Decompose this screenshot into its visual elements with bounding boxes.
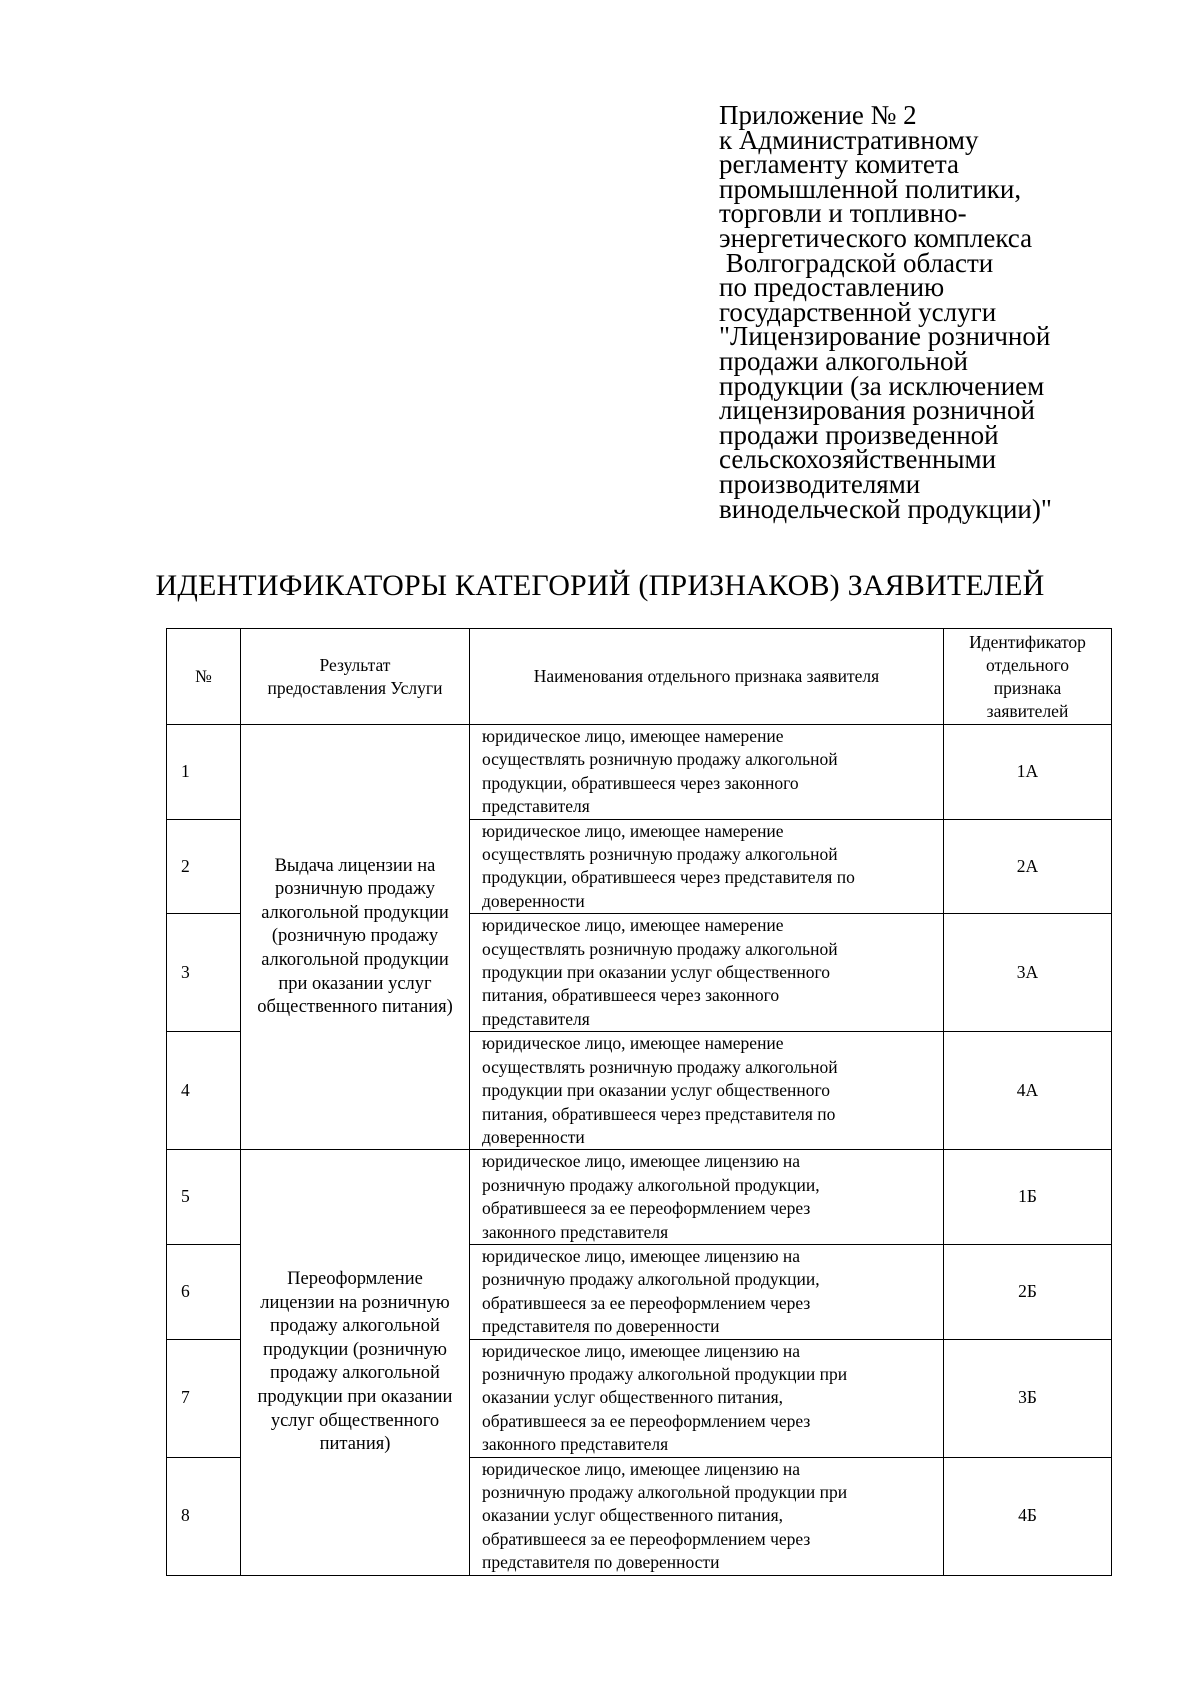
- row-number: 1: [167, 725, 241, 820]
- appendix-line: по предоставлению: [719, 272, 945, 303]
- attribute-name-cell: юридическое лицо, имеющее лицензию на розничную продажу алкогольной продукции, обратившееся за ее переоформлением через законного представителя: [470, 1150, 944, 1245]
- appendix-line: Волгоградской области: [719, 247, 994, 278]
- row-number: 5: [167, 1150, 241, 1245]
- attribute-name-cell: юридическое лицо, имеющее намерение осуществлять розничную продажу алкогольной продукции при оказании услуг общественного питания, обратившееся через законного представителя: [470, 914, 944, 1032]
- appendix-line: продажи алкогольной: [719, 345, 968, 376]
- attribute-name-cell: юридическое лицо, имеющее намерение осуществлять розничную продажу алкогольной продукции, обратившееся через представителя по доверенности: [470, 819, 944, 914]
- appendix-line: государственной услуги: [719, 296, 997, 327]
- applicant-identifiers-table: [166, 628, 1112, 1576]
- appendix-line: продажи произведенной: [719, 419, 999, 450]
- document-title: ИДЕНТИФИКАТОРЫ КАТЕГОРИЙ (ПРИЗНАКОВ) ЗАЯВИТЕЛЕЙ: [155, 569, 1045, 602]
- identifier-cell: 1Б: [944, 1150, 1112, 1245]
- identifier-cell: 4Б: [944, 1457, 1112, 1575]
- table-row: [167, 1150, 1112, 1245]
- identifier-cell: 1А: [944, 725, 1112, 820]
- header-applicant-identifier: Идентификатор отдельного признака заявителей: [944, 629, 1112, 725]
- identifier-cell: 4А: [944, 1032, 1112, 1150]
- identifier-cell: 2А: [944, 819, 1112, 914]
- identifier-cell: 3А: [944, 914, 1112, 1032]
- header-applicant-attribute-name: Наименования отдельного признака заявителя: [470, 629, 944, 725]
- service-result-cell: Переоформление лицензии на розничную продажу алкогольной продукции (розничную продажу алкогольной продукции при оказании услуг общественного питания): [241, 1150, 470, 1575]
- table-header-row: [167, 629, 1112, 725]
- appendix-line: промышленной политики,: [719, 173, 1022, 204]
- identifier-cell: 3Б: [944, 1339, 1112, 1457]
- appendix-line: Приложение № 2: [719, 100, 917, 130]
- header-service-result: Результат предоставления Услуги: [241, 629, 470, 725]
- attribute-name-cell: юридическое лицо, имеющее намерение осуществлять розничную продажу алкогольной продукции при оказании услуг общественного питания, обратившееся через представителя по доверенности: [470, 1032, 944, 1150]
- appendix-line: торговли и топливно-: [719, 198, 967, 229]
- header-number: №: [167, 629, 241, 725]
- identifier-cell: 2Б: [944, 1244, 1112, 1339]
- applicant-identifiers-table-wrapper: [166, 628, 1112, 1576]
- appendix-line: сельскохозяйственными: [719, 444, 997, 475]
- appendix-line: продукции (за исключением: [719, 370, 1045, 401]
- attribute-name-cell: юридическое лицо, имеющее намерение осуществлять розничную продажу алкогольной продукции, обратившееся через законного представителя: [470, 725, 944, 820]
- appendix-line: производителями: [719, 468, 921, 499]
- appendix-line: винодельческой продукции)": [719, 493, 1052, 524]
- attribute-name-cell: юридическое лицо, имеющее лицензию на розничную продажу алкогольной продукции при оказании услуг общественного питания, обратившееся за ее переоформлением через законного представителя: [470, 1339, 944, 1457]
- attribute-name-cell: юридическое лицо, имеющее лицензию на розничную продажу алкогольной продукции, обратившееся за ее переоформлением через представителя по доверенности: [470, 1244, 944, 1339]
- appendix-line: регламенту комитета: [719, 149, 960, 180]
- service-result-cell: Выдача лицензии на розничную продажу алкогольной продукции (розничную продажу алкогольной продукции при оказании услуг общественного питания): [241, 725, 470, 1150]
- table-row: [167, 725, 1112, 820]
- appendix-line: энергетического комплекса: [719, 222, 1033, 253]
- row-number: 8: [167, 1457, 241, 1575]
- appendix-line: к Административному: [719, 124, 979, 155]
- appendix-line: "Лицензирование розничной: [719, 321, 1051, 352]
- attribute-name-cell: юридическое лицо, имеющее лицензию на розничную продажу алкогольной продукции при оказании услуг общественного питания, обратившееся за ее переоформлением через представителя по доверенности: [470, 1457, 944, 1575]
- row-number: 3: [167, 914, 241, 1032]
- row-number: 7: [167, 1339, 241, 1457]
- appendix-line: лицензирования розничной: [719, 395, 1035, 426]
- row-number: 6: [167, 1244, 241, 1339]
- appendix-block: [719, 100, 1159, 524]
- row-number: 4: [167, 1032, 241, 1150]
- row-number: 2: [167, 819, 241, 914]
